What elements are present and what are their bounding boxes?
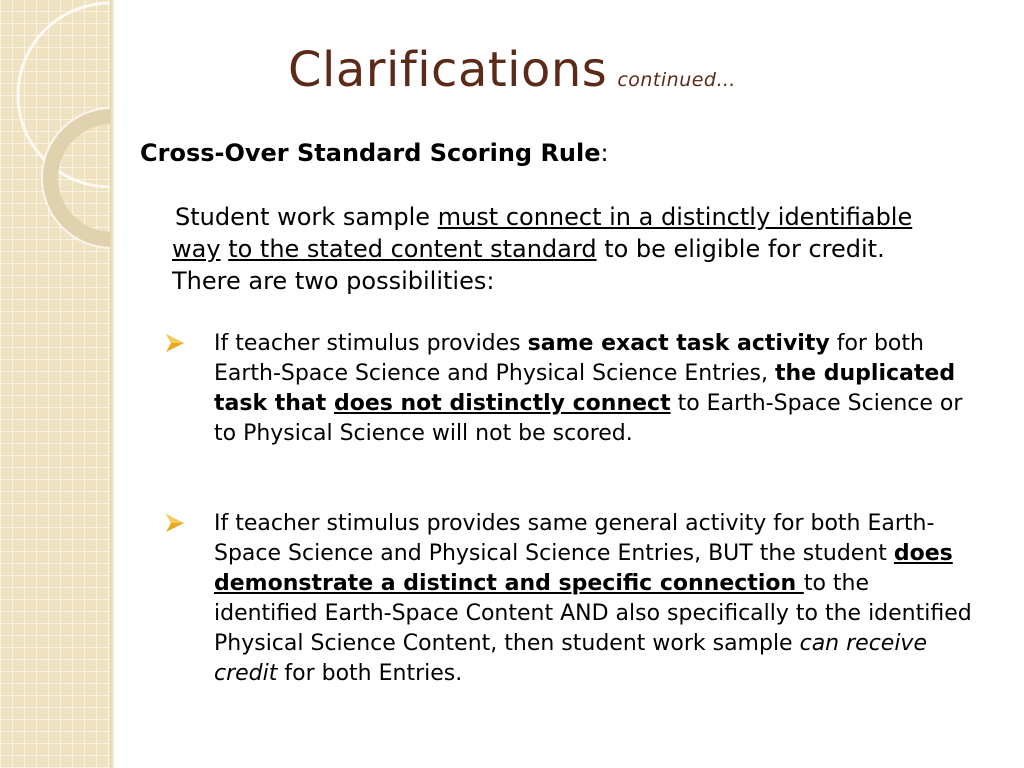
b2-text-1: If teacher stimulus provides same general activity for both Earth-Space Science and Physical Science Entries, BUT the student — [214, 511, 935, 566]
intro-underline-1: must connect in a distinctly identifiable way — [172, 203, 913, 263]
decorative-circles — [0, 0, 112, 768]
bullet-text-2 — [214, 509, 979, 689]
b1-text-3: to Earth-Space Science or to Physical Science will not be scored. — [214, 391, 963, 446]
rule-heading — [140, 139, 609, 167]
b1-bold-1: same exact task activity — [527, 331, 830, 356]
intro-text-3: to be eligible for credit. There are two possibilities: — [172, 235, 885, 295]
b1-text-2: for both Earth-Space Science and Physical Science Entries, — [214, 331, 924, 386]
b1-text-1: If teacher stimulus provides — [214, 331, 528, 356]
intro-underline-2: to the stated content standard — [228, 235, 597, 263]
decorative-side-panel — [0, 0, 112, 768]
b1-bold-2: the duplicated task that — [214, 361, 956, 416]
rule-heading-text: Cross-Over Standard Scoring Rule — [140, 139, 601, 167]
b2-bold-underline: does demonstrate a distinct and specific connection — [214, 541, 953, 596]
slide-title — [0, 42, 1024, 98]
rule-heading-colon: : — [600, 139, 609, 167]
bullet-item-2 — [163, 509, 983, 689]
title-main: Clarifications — [287, 42, 608, 98]
intro-paragraph — [172, 201, 932, 297]
b2-text-3: for both Entries. — [277, 661, 463, 686]
arrow-bullet-icon — [163, 511, 187, 535]
arrow-bullet-icon — [163, 331, 187, 355]
side-panel-edge — [110, 0, 114, 768]
title-subtitle: continued… — [617, 69, 736, 91]
bullet-item-1 — [163, 329, 983, 449]
intro-text-1: Student work sample — [175, 203, 438, 231]
bullet-text-1 — [214, 329, 979, 449]
b1-bold-underline: does not distinctly connect — [333, 391, 671, 416]
deco-circle-thick — [50, 116, 112, 240]
b2-italic: can receive credit — [214, 631, 927, 686]
b2-text-2: to the identified Earth-Space Content AND also specifically to the identified Physical Science Content, then student work sample — [214, 571, 972, 656]
